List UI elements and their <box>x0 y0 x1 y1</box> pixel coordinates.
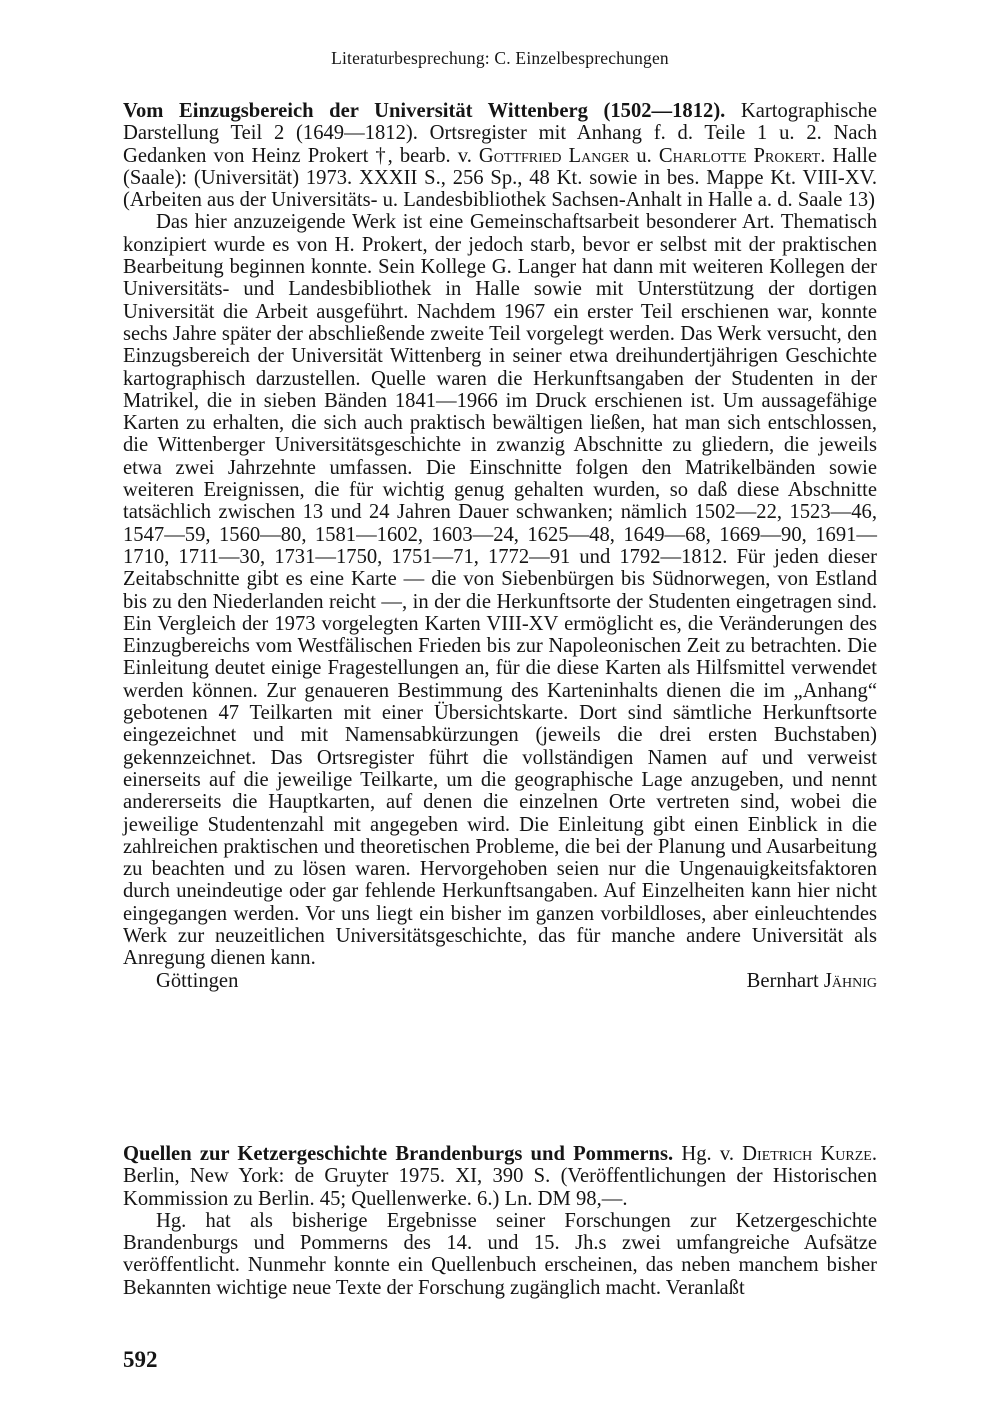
editor-name: Charlotte Prokert <box>658 144 821 167</box>
citation-text: u. <box>629 144 659 167</box>
reviewer-signature <box>123 970 877 992</box>
citation-text: . Halle (Saale): (Universität) 1973. XXXII S., 256 Sp., 48 Kt. sowie in bes. Mappe Kt. VIII-XV. (Arbeiten aus der Universitäts- u. Landesbibliothek Sachsen-Anhalt in Halle a. d. Saale 13) <box>123 144 877 212</box>
citation-text: Kartographische Darstellung Teil 2 (1649—1812). Ortsregister mit Anhang f. d. Teile 1 u. 2. Nach Gedanken von Heinz Prokert †, bearb. v. <box>123 100 877 167</box>
reviewer-name <box>747 970 877 992</box>
review-body: Das hier anzuzeigende Werk ist eine Gemeinschaftsarbeit besonderer Art. Thematisch konzipiert wurde es von H. Prokert, der jedoch starb, bevor er selbst mit der praktischen Bearbeitung beginnen konnte. Sein Kollege G. Langer hat dann mit weiteren Kollegen der Universitäts- und Landesbibliothek in Halle sowie mit Unterstützung der dortigen Universität die Arbeit ausgeführt. Nachdem 1967 ein erster Teil erschienen war, konnte sechs Jahre später der abschließende zweite Teil vorgelegt werden. Das Werk versucht, den Einzugsbereich der Universität Wittenberg in seiner etwa dreihundertjährigen Geschichte kartographisch darzustellen. Quelle waren die Herkunftsangaben der Studenten in der Matrikel, die in sieben Bänden 1841—1966 im Druck erschienen ist. Um aussagefähige Karten zu erhalten, die sich auch praktisch bewältigen ließen, hat man sich entschlossen, die Wittenberger Universitätsgeschichte in zwanzig Abschnitte zu gliedern, die jeweils etwa zwei Jahrzehnte umfassen. Die Einschnitte folgen den Matrikelbänden sowie weiteren Ereignissen, die für wichtig genug gehalten wurden, so daß diese Abschnitte tatsächlich zwischen 13 und 24 Jahren Dauer schwanken; nämlich 1502—22, 1523—46, 1547—59, 1560—80, 1581—1602, 1603—24, 1625—48, 1649—68, 1669—90, 1691—1710, 1711—30, 1731—1750, 1751—71, 1772—91 und 1792—1812. Für jeden dieser Zeitabschnitte gibt es eine Karte — die von Siebenbürgen bis Südnorwegen, von Estland bis zu den Niederlanden reicht —, in der die Herkunftsorte der Studenten eingetragen sind. Ein Vergleich der 1973 vorgelegten Karten VIII-XV ermöglicht es, die Veränderungen des Einzugbereichs vom Westfälischen Frieden bis zur Napoleonischen Zeit zu betrachten. Die Einleitung deutet einige Fragestellungen an, für die diese Karten als Hilfsmittel verwendet werden können. Zur genaueren Bestimmung des Karteninhalts dienen die im „Anhang“ gebotenen 47 Teilkarten mit einer Übersichtskarte. Dort sind sämtliche Herkunftsorte eingezeichnet und mit Namensabkürzungen (jeweils die drei ersten Buchstaben) gekennzeichnet. Das Ortsregister führt die vollständigen Namen auf und verweist einerseits auf die jeweilige Teilkarte, um die geographische Lage anzugeben, und nennt andererseits die Hauptkarten, auf denen die einzelnen Orte vertreten sind, wobei die jeweilige Studentenzahl mit angegeben wird. Die Einleitung gibt einen Einblick in die zahlreichen praktischen und theoretischen Probleme, die bei der Planung und Ausarbeitung zu beachten und zu lösen waren. Hervorgehoben seien nur die Ungenauigkeitsfaktoren durch uneindeutige oder gar fehlende Herkunftsangaben. Auf Einzelheiten kann hier nicht eingegangen werden. Vor uns liegt ein bisher im ganzen vorbildloses, aber einleuchtendes Werk zur neuzeitlichen Universitätsgeschichte, das für manche andere Universität als Anregung dienen kann. <box>123 211 877 970</box>
running-head: Literaturbesprechung: C. Einzelbesprechungen <box>331 48 669 68</box>
review-citation <box>123 1143 877 1210</box>
reviewer-first-name: Bernhart <box>746 969 824 992</box>
reviewer-last-name: Jähnig <box>823 969 877 992</box>
reviewer-place: Göttingen <box>156 969 239 992</box>
review-wittenberg <box>123 100 877 992</box>
review-title: Vom Einzugsbereich der Universität Wittenberg (1502—1812). <box>123 100 726 122</box>
editor-name: Gottfried Langer <box>478 144 630 167</box>
review-ketzergeschichte <box>123 1143 877 1299</box>
page-number: 592 <box>123 1347 158 1372</box>
editor-name: Dietrich Kurze <box>742 1143 872 1165</box>
citation-text: Hg. v. <box>673 1143 743 1165</box>
citation-text: . Berlin, New York: de Gruyter 1975. XI, 390 S. (Veröffentlichungen der Historischen Kommission zu Berlin. 45; Quellenwerke. 6.) Ln. DM 98,—. <box>123 1143 878 1210</box>
review-body: Hg. hat als bisherige Ergebnisse seiner Forschungen zur Ketzergeschichte Brandenburgs und Pommerns des 14. und 15. Jh.s zwei umfangreiche Aufsätze veröffentlicht. Nunmehr konnte ein Quellenbuch erscheinen, das neben manchem bisher Bekannten wichtige neue Texte der Forschung zugänglich macht. Veranlaßt <box>123 1209 877 1299</box>
review-citation <box>123 100 877 211</box>
review-title: Quellen zur Ketzergeschichte Brandenburgs und Pommerns. <box>123 1143 674 1165</box>
